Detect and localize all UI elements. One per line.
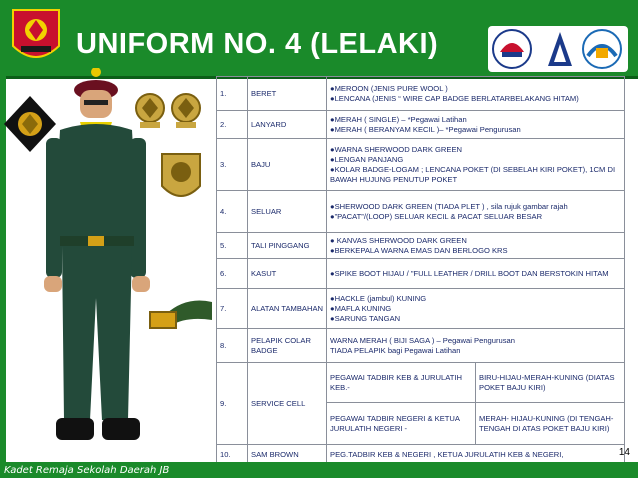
row-description (327, 139, 625, 191)
footer-text: Kadet Remaja Sekolah Daerah JB (4, 465, 170, 476)
row-description (327, 233, 625, 259)
row-item: KASUT (248, 259, 327, 289)
table-row (217, 289, 625, 329)
row-number: 10. (217, 445, 248, 465)
row-item: BERET (248, 77, 327, 111)
row-number: 9. (217, 363, 248, 445)
row-description (327, 259, 625, 289)
table-row (217, 363, 625, 403)
description-line: ●SHERWOOD DARK GREEN (TIADA PLET ) , sila rujuk gambar rajah (330, 201, 568, 211)
description-line: ●HACKLE (jambul) KUNING (330, 293, 427, 303)
table-row (217, 111, 625, 139)
row-item: LANYARD (248, 111, 327, 139)
description-line: ●KOLAR BADGE-LOGAM ; LENCANA POKET (DI SEBELAH KIRI POKET), 1CM DI BAWAH HUJUNG PENUTUP POKET (330, 164, 616, 184)
description-line: ●LENGAN PANJANG (330, 154, 404, 164)
table-row (217, 139, 625, 191)
table-row (217, 329, 625, 363)
description-line: ●”PACAT”/(LOOP) SELUAR KECIL & PACAT SELUAR BESAR (330, 211, 543, 221)
row-number: 7. (217, 289, 248, 329)
table-row (217, 259, 625, 289)
row-item: BAJU (248, 139, 327, 191)
agency-logos (488, 26, 628, 72)
description-line: ●MERAH ( BERANYAM KECIL )– *Pegawai Pengurusan (330, 124, 521, 134)
row-number: 5. (217, 233, 248, 259)
row-description (327, 329, 625, 363)
table-row (217, 191, 625, 233)
description-line: ●MERAH ( SINGLE) – *Pegawai Latihan (330, 114, 467, 124)
row-item: PELAPIK COLAR BADGE (248, 329, 327, 363)
cadet-uniform-figure (36, 68, 170, 452)
row-number: 1. (217, 77, 248, 111)
row-number: 2. (217, 111, 248, 139)
row-description (327, 289, 625, 329)
description-line: ●WARNA SHERWOOD DARK GREEN (330, 144, 463, 154)
kadet-remaja-logo (7, 6, 65, 68)
row-number: 4. (217, 191, 248, 233)
service-cell-who: PEGAWAI TADBIR KEB & JURULATIH KEB.- (327, 363, 476, 403)
uniform-spec-table (216, 76, 625, 465)
row-item: SERVICE CELL (248, 363, 327, 445)
description-line: ●BERKEPALA WARNA EMAS DAN BERLOGO KRS (330, 245, 508, 255)
description-line: ● KANVAS SHERWOOD DARK GREEN (330, 235, 467, 245)
description-line: ●SPIKE BOOT HIJAU / "FULL LEATHER / DRILL BOOT DAN BERSTOKIN HITAM (330, 268, 609, 278)
description-line: ●SARUNG TANGAN (330, 313, 401, 323)
row-description (327, 77, 625, 111)
description-line: ●MEROON (JENIS PURE WOOL ) (330, 83, 448, 93)
row-number: 6. (217, 259, 248, 289)
service-cell-who: PEGAWAI TADBIR NEGERI & KETUA JURULATIH NEGERI - (327, 403, 476, 445)
page-title: UNIFORM NO. 4 (LELAKI) (76, 28, 439, 60)
row-description (327, 111, 625, 139)
row-description: PEG.TADBIR KEB & NEGERI , KETUA JURULATIH KEB & NEGERI, (327, 445, 625, 465)
service-cell-color: MERAH- HIJAU-KUNING (DI TENGAH-TENGAH DI ATAS POKET BAJU KIRI) (476, 403, 625, 445)
page-number: 14 (618, 447, 630, 458)
row-item: SAM BROWN (248, 445, 327, 465)
description-line: ●LENCANA (JENIS “ WIRE CAP BADGE BERLATARBELAKANG HITAM) (330, 93, 579, 103)
description-line: WARNA MERAH ( BIJI SAGA ) – Pegawai Pengurusan (330, 335, 515, 345)
row-item: TALI PINGGANG (248, 233, 327, 259)
row-number: 3. (217, 139, 248, 191)
row-description (327, 191, 625, 233)
row-item: SELUAR (248, 191, 327, 233)
table-row (217, 233, 625, 259)
collar-badge-icon (168, 88, 204, 132)
description-line: ●MAFLA KUNING (330, 303, 392, 313)
row-item: ALATAN TAMBAHAN (248, 289, 327, 329)
row-number: 8. (217, 329, 248, 363)
service-cell-color: BIRU-HIJAU-MERAH-KUNING (DIATAS POKET BAJU KIRI) (476, 363, 625, 403)
table-row (217, 77, 625, 111)
description-line: TIADA PELAPIK bagi Pegawai Latihan (330, 345, 461, 355)
